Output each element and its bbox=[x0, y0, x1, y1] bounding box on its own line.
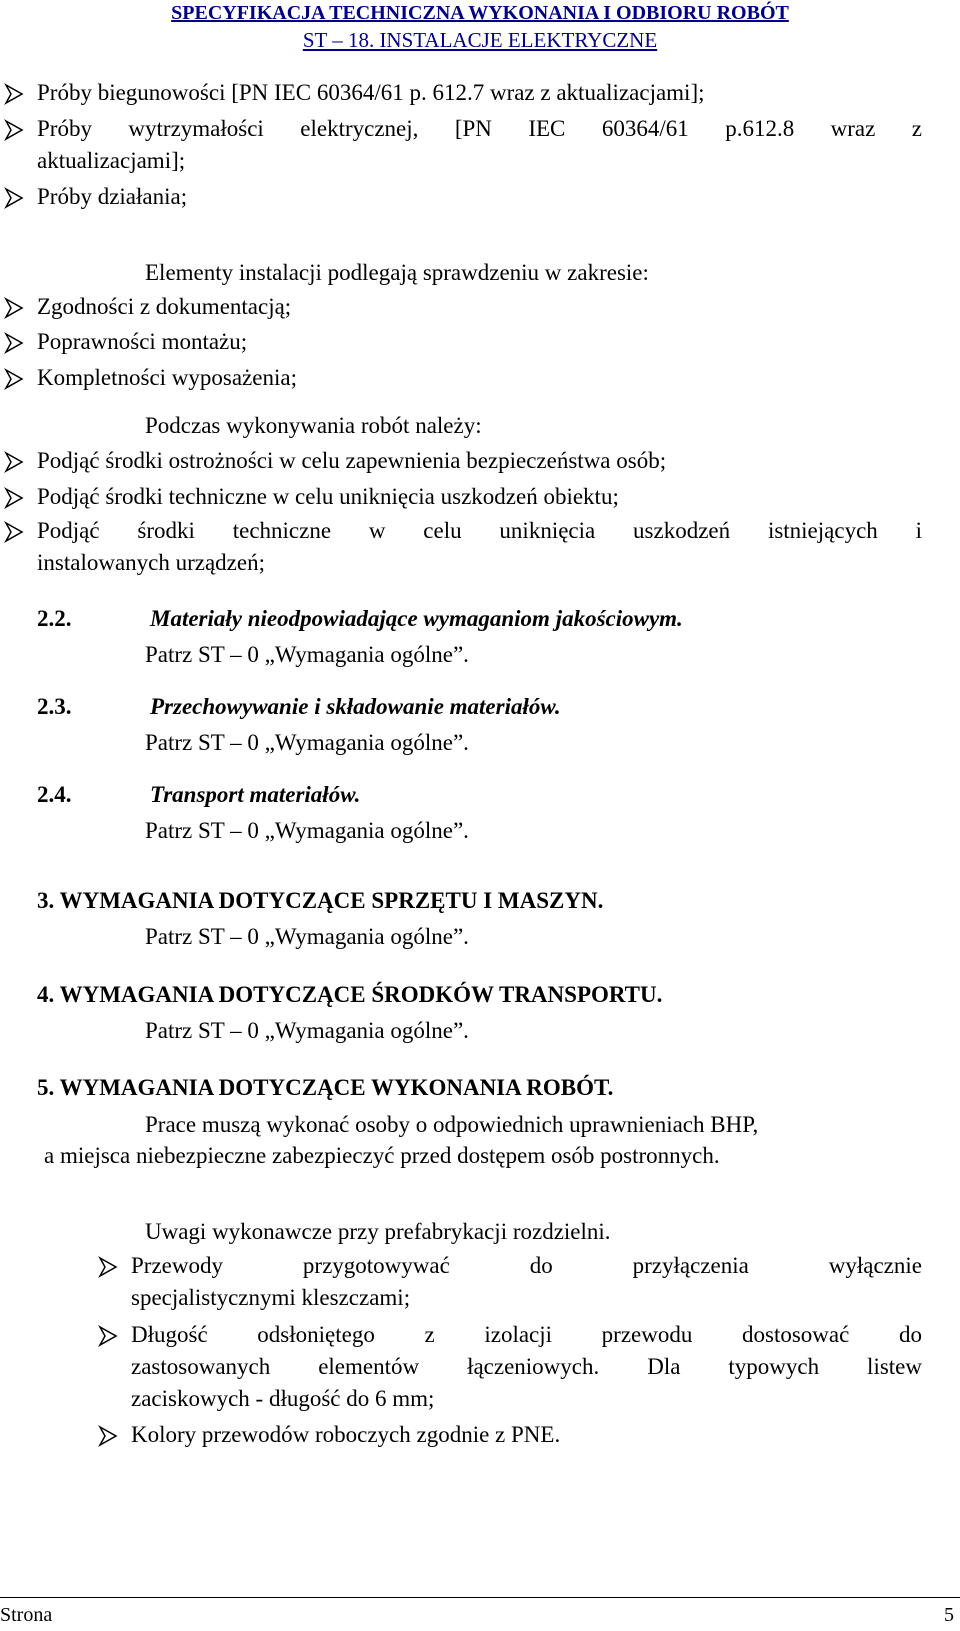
section-5-title: 5. WYMAGANIA DOTYCZĄCE WYKONANIA ROBÓT. bbox=[37, 1075, 614, 1100]
arrow-bullet-icon bbox=[4, 83, 24, 105]
section-2-3-title: Przechowywanie i składowanie materiałów. bbox=[150, 694, 561, 719]
arrow-bullet-icon bbox=[4, 297, 24, 319]
test-item-strength: Próby wytrzymałości elektrycznej, [PN IEC 60364/61 p.612.8 wraz z bbox=[37, 116, 922, 141]
works-item-object: Podjąć środki techniczne w celu uniknięcia uszkodzeń obiektu; bbox=[37, 484, 619, 509]
footer-divider bbox=[0, 1597, 960, 1598]
works-item-safety: Podjąć środki ostrożności w celu zapewnienia bezpieczeństwa osób; bbox=[37, 448, 667, 473]
arrow-bullet-icon bbox=[4, 487, 24, 509]
test-item-operation: Próby działania; bbox=[37, 184, 188, 209]
arrow-bullet-icon bbox=[4, 368, 24, 390]
section-2-3-number: 2.3. bbox=[37, 694, 72, 719]
arrow-bullet-icon bbox=[4, 187, 24, 209]
arrow-bullet-icon bbox=[4, 521, 24, 543]
prefab-item-length-cont: zastosowanych elementów łączeniowych. Dla typowych listew bbox=[131, 1354, 922, 1379]
section-2-4-ref: Patrz ST – 0 „Wymagania ogólne”. bbox=[145, 818, 469, 843]
section-3-title: 3. WYMAGANIA DOTYCZĄCE SPRZĘTU I MASZYN. bbox=[37, 888, 604, 913]
section-2-2-number: 2.2. bbox=[37, 606, 72, 631]
arrow-bullet-icon bbox=[4, 119, 24, 141]
section-2-2-ref: Patrz ST – 0 „Wymagania ogólne”. bbox=[145, 642, 469, 667]
section-2-3-ref: Patrz ST – 0 „Wymagania ogólne”. bbox=[145, 730, 469, 755]
section-5-paragraph-line2: a miejsca niebezpieczne zabezpieczyć przed dostępem osób postronnych. bbox=[44, 1143, 720, 1168]
checks-intro: Elementy instalacji podlegają sprawdzeniu w zakresie: bbox=[145, 260, 649, 285]
section-2-4-title: Transport materiałów. bbox=[150, 782, 361, 807]
header-subtitle: ST – 18. INSTALACJE ELEKTRYCZNE bbox=[302, 28, 658, 52]
prefab-item-colors: Kolory przewodów roboczych zgodnie z PNE. bbox=[131, 1422, 561, 1447]
prefab-item-length: Długość odsłoniętego z izolacji przewodu dostosować do bbox=[131, 1322, 922, 1347]
arrow-bullet-icon bbox=[4, 451, 24, 473]
check-item-equipment: Kompletności wyposażenia; bbox=[37, 365, 297, 390]
arrow-bullet-icon bbox=[98, 1256, 118, 1278]
works-item-devices: Podjąć środki techniczne w celu uniknięcia uszkodzeń istniejących i bbox=[37, 518, 922, 543]
section-4-ref: Patrz ST – 0 „Wymagania ogólne”. bbox=[145, 1018, 469, 1043]
prefab-item-wires: Przewody przygotowywać do przyłączenia wyłącznie bbox=[131, 1253, 922, 1278]
check-item-assembly: Poprawności montażu; bbox=[37, 329, 248, 354]
section-2-4-number: 2.4. bbox=[37, 782, 72, 807]
arrow-bullet-icon bbox=[98, 1325, 118, 1347]
works-intro: Podczas wykonywania robót należy: bbox=[145, 413, 482, 438]
section-5-paragraph-line1: Prace muszą wykonać osoby o odpowiednich uprawnieniach BHP, bbox=[145, 1112, 759, 1137]
prefab-item-wires-cont: specjalistycznymi kleszczami; bbox=[131, 1285, 411, 1310]
works-item-devices-cont: instalowanych urządzeń; bbox=[37, 550, 265, 575]
section-3-ref: Patrz ST – 0 „Wymagania ogólne”. bbox=[145, 924, 469, 949]
header-title: SPECYFIKACJA TECHNICZNA WYKONANIA I ODBIORU ROBÓT bbox=[171, 2, 789, 24]
test-item-strength-cont: aktualizacjami]; bbox=[37, 148, 186, 173]
section-4-title: 4. WYMAGANIA DOTYCZĄCE ŚRODKÓW TRANSPORTU. bbox=[37, 982, 663, 1007]
arrow-bullet-icon bbox=[98, 1425, 118, 1447]
prefab-item-length-cont2: zaciskowych - długość do 6 mm; bbox=[131, 1386, 435, 1411]
check-item-documentation: Zgodności z dokumentacją; bbox=[37, 294, 292, 319]
section-2-2-title: Materiały nieodpowiadające wymaganiom jakościowym. bbox=[150, 606, 683, 631]
prefab-intro: Uwagi wykonawcze przy prefabrykacji rozdzielni. bbox=[145, 1219, 611, 1244]
footer-page-number: 5 bbox=[944, 1604, 954, 1626]
test-item-polarity: Próby biegunowości [PN IEC 60364/61 p. 612.7 wraz z aktualizacjami]; bbox=[37, 80, 705, 105]
footer-page-label: Strona bbox=[0, 1604, 53, 1626]
arrow-bullet-icon bbox=[4, 332, 24, 354]
